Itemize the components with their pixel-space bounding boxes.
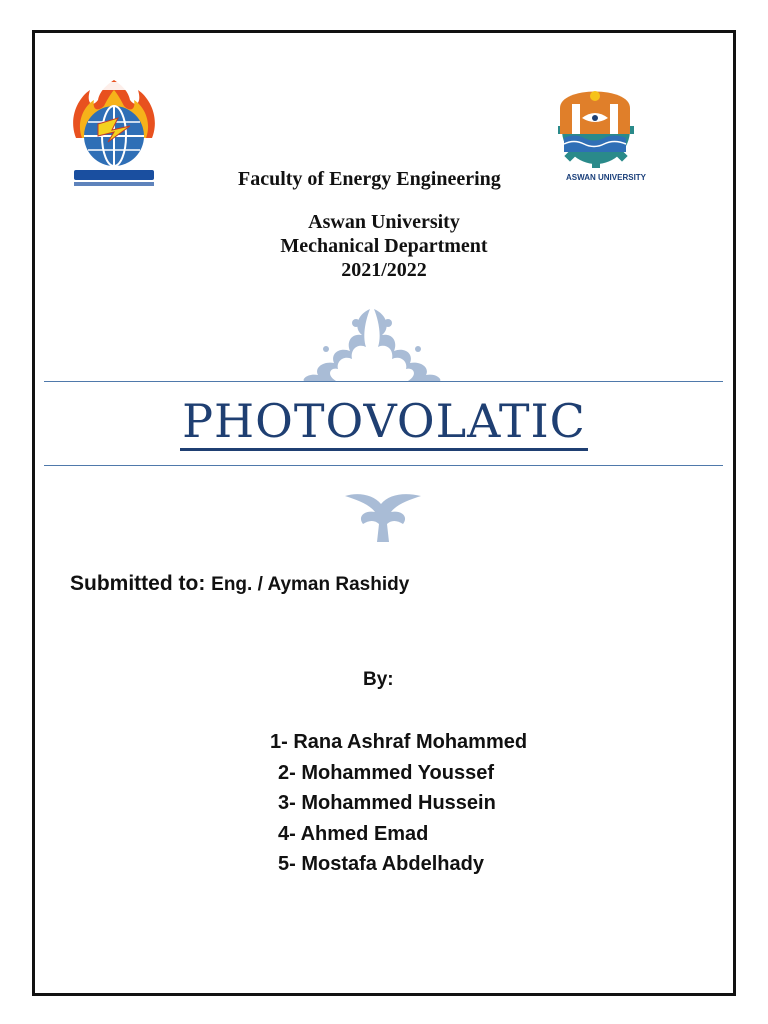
submitted-recipient: Eng. / Ayman Rashidy <box>211 574 410 595</box>
document-title <box>0 393 768 449</box>
by-label: By: <box>363 669 394 690</box>
author-item: 2- Mohammed Youssef <box>278 761 494 784</box>
department-name: Mechanical Department <box>280 235 488 257</box>
faculty-logo-icon <box>68 78 160 188</box>
submitted-to <box>70 572 409 596</box>
institution-block <box>234 210 534 282</box>
academic-year: 2021/2022 <box>341 259 427 281</box>
aswan-university-caption: ASWAN UNIVERSITY <box>566 173 647 182</box>
fleur-ornament-icon <box>343 492 423 549</box>
floral-ornament-icon <box>296 305 448 388</box>
author-item: 5- Mostafa Abdelhady <box>278 853 484 875</box>
title-top-rule <box>44 381 723 382</box>
title-bottom-rule <box>44 465 723 466</box>
author-list <box>270 730 527 883</box>
author-item: 4- Ahmed Emad <box>278 822 429 845</box>
aswan-university-logo-icon <box>554 78 634 174</box>
submitted-label: Submitted to: <box>70 572 206 595</box>
university-name: Aswan University <box>308 211 460 233</box>
author-item: 1- Rana Ashraf Mohammed <box>270 731 528 753</box>
faculty-name: Faculty of Energy Engineering <box>238 168 501 190</box>
author-item: 3- Mohammed Hussein <box>278 792 496 814</box>
document-title-text: PHOTOVOLATIC <box>180 394 588 451</box>
